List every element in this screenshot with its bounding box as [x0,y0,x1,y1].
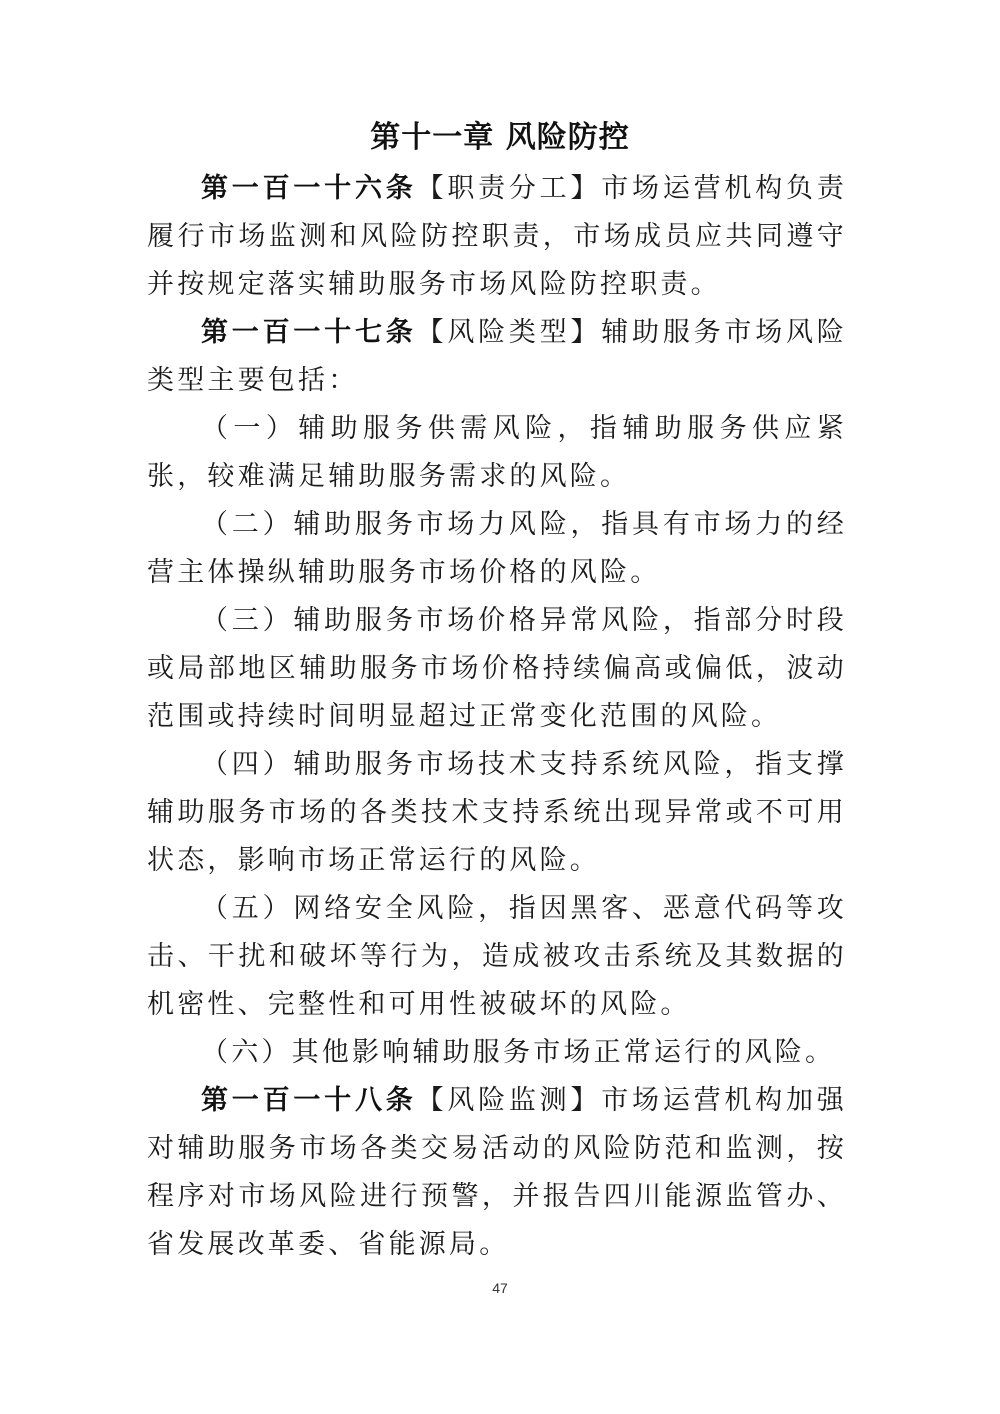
paragraph-item-3 [147,597,847,741]
paragraph-article-116 [147,165,847,309]
article-heading: 第一百一十六条 [201,173,417,204]
article-heading: 第一百一十七条 [201,317,417,348]
paragraph-text: 【风险监测】市场运营机构加强对辅助服务市场各类交易活动的风险防范和监测，按程序对市场风险进行预警，并报告四川能源监管办、省发展改革委、省能源局。 [147,1085,847,1260]
article-heading: 第一百一十八条 [201,1085,417,1116]
paragraph-text: （三）辅助服务市场价格异常风险，指部分时段或局部地区辅助服务市场价格持续偏高或偏低，波动范围或持续时间明显超过正常变化范围的风险。 [147,605,847,732]
chapter-title: 第十一章 风险防控 [370,120,630,155]
paragraph-item-4 [147,741,847,885]
paragraph-text: 【职责分工】市场运营机构负责履行市场监测和风险防控职责，市场成员应共同遵守并按规定落实辅助服务市场风险防控职责。 [147,173,847,300]
paragraph-text: （四）辅助服务市场技术支持系统风险，指支撑辅助服务市场的各类技术支持系统出现异常或不可用状态，影响市场正常运行的风险。 [147,749,847,876]
paragraph-item-6 [147,1029,847,1077]
paragraph-article-118 [147,1077,847,1269]
paragraph-text: 【风险类型】辅助服务市场风险类型主要包括： [147,317,847,396]
paragraph-text: （一）辅助服务供需风险，指辅助服务供应紧张，较难满足辅助服务需求的风险。 [147,413,847,492]
paragraph-item-2 [147,501,847,597]
paragraph-item-5 [147,885,847,1029]
body-text [147,165,847,1269]
paragraph-text: （六）其他影响辅助服务市场正常运行的风险。 [201,1037,836,1068]
paragraph-article-117 [147,309,847,405]
paragraph-text: （二）辅助服务市场力风险，指具有市场力的经营主体操纵辅助服务市场价格的风险。 [147,509,847,588]
page-number: 47 [492,1280,508,1296]
paragraph-text: （五）网络安全风险，指因黑客、恶意代码等攻击、干扰和破坏等行为，造成被攻击系统及其数据的机密性、完整性和可用性被破坏的风险。 [147,893,847,1020]
paragraph-item-1 [147,405,847,501]
